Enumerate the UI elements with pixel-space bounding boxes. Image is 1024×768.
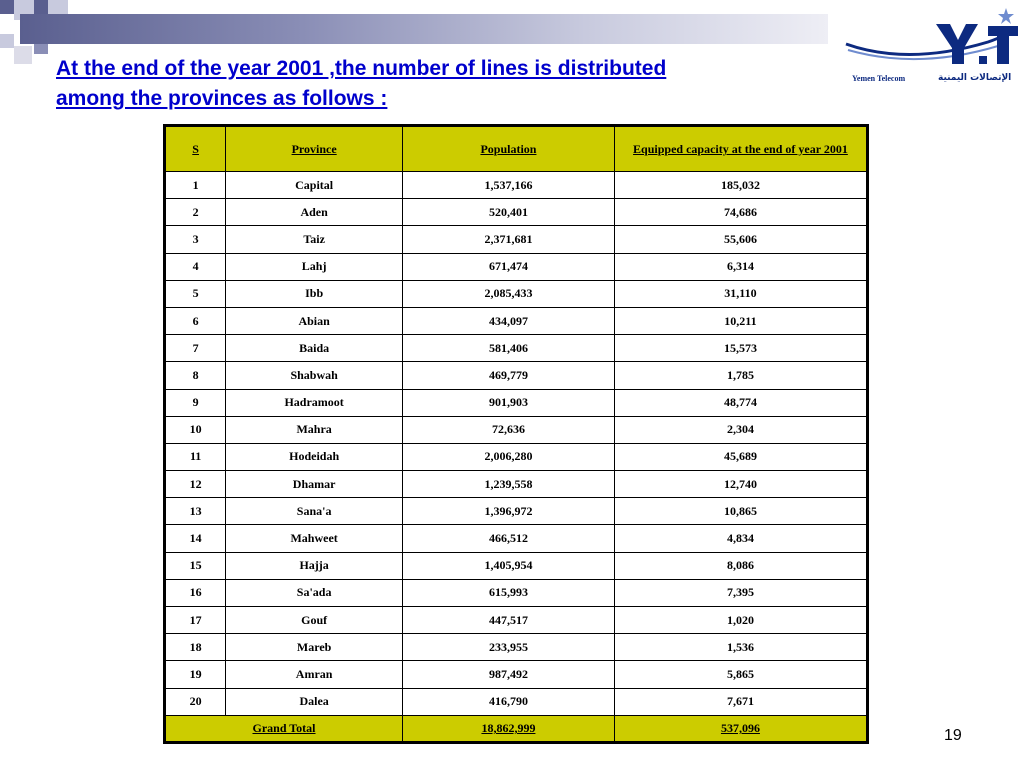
logo-english-text: Yemen Telecom (852, 74, 906, 83)
table-row (165, 172, 868, 199)
table-row (165, 634, 868, 661)
cell-province: Gouf (226, 607, 403, 634)
cell-population: 581,406 (403, 335, 615, 362)
cell-capacity: 45,689 (614, 443, 867, 470)
cell-population: 1,405,954 (403, 552, 615, 579)
cell-province: Hadramoot (226, 389, 403, 416)
table-body (165, 172, 868, 716)
grand-total-capacity: 537,096 (614, 715, 867, 742)
cell-s: 19 (165, 661, 226, 688)
cell-province: Amran (226, 661, 403, 688)
table-row (165, 226, 868, 253)
cell-population: 1,396,972 (403, 498, 615, 525)
table-row (165, 253, 868, 280)
cell-s: 20 (165, 688, 226, 715)
cell-s: 18 (165, 634, 226, 661)
header-s: S (165, 126, 226, 172)
table-row (165, 307, 868, 334)
cell-province: Mahra (226, 416, 403, 443)
cell-population: 466,512 (403, 525, 615, 552)
cell-s: 2 (165, 199, 226, 226)
cell-province: Taiz (226, 226, 403, 253)
cell-capacity: 1,020 (614, 607, 867, 634)
cell-province: Lahj (226, 253, 403, 280)
table-row (165, 688, 868, 715)
table-row (165, 471, 868, 498)
cell-population: 2,006,280 (403, 443, 615, 470)
cell-population: 1,537,166 (403, 172, 615, 199)
table-row (165, 199, 868, 226)
table-row (165, 525, 868, 552)
cell-province: Hajja (226, 552, 403, 579)
cell-population: 520,401 (403, 199, 615, 226)
cell-capacity: 12,740 (614, 471, 867, 498)
cell-province: Capital (226, 172, 403, 199)
cell-capacity: 15,573 (614, 335, 867, 362)
cell-s: 14 (165, 525, 226, 552)
cell-population: 447,517 (403, 607, 615, 634)
cell-capacity: 185,032 (614, 172, 867, 199)
decorative-square (0, 0, 14, 14)
cell-capacity: 74,686 (614, 199, 867, 226)
cell-province: Sa'ada (226, 579, 403, 606)
cell-s: 3 (165, 226, 226, 253)
table-row (165, 443, 868, 470)
table-row (165, 552, 868, 579)
header-province: Province (226, 126, 403, 172)
cell-s: 4 (165, 253, 226, 280)
cell-capacity: 5,865 (614, 661, 867, 688)
table-row (165, 661, 868, 688)
cell-capacity: 1,785 (614, 362, 867, 389)
table-row (165, 579, 868, 606)
table-row (165, 416, 868, 443)
cell-s: 7 (165, 335, 226, 362)
cell-province: Mahweet (226, 525, 403, 552)
cell-s: 5 (165, 280, 226, 307)
cell-province: Ibb (226, 280, 403, 307)
cell-province: Baida (226, 335, 403, 362)
cell-population: 469,779 (403, 362, 615, 389)
cell-s: 8 (165, 362, 226, 389)
yemen-telecom-logo (838, 4, 1024, 92)
cell-province: Aden (226, 199, 403, 226)
table-row (165, 335, 868, 362)
cell-province: Hodeidah (226, 443, 403, 470)
cell-capacity: 2,304 (614, 416, 867, 443)
cell-capacity: 4,834 (614, 525, 867, 552)
cell-population: 901,903 (403, 389, 615, 416)
cell-population: 2,085,433 (403, 280, 615, 307)
cell-capacity: 10,865 (614, 498, 867, 525)
header-capacity: Equipped capacity at the end of year 2001 (614, 126, 867, 172)
page-number: 19 (944, 727, 962, 744)
table-row (165, 389, 868, 416)
grand-total-row (165, 715, 868, 742)
grand-total-population: 18,862,999 (403, 715, 615, 742)
cell-population: 615,993 (403, 579, 615, 606)
cell-s: 10 (165, 416, 226, 443)
slide-title (56, 54, 816, 114)
table-row (165, 362, 868, 389)
cell-province: Dhamar (226, 471, 403, 498)
cell-s: 6 (165, 307, 226, 334)
slide-title-line-1: At the end of the year 2001 ,the number of lines is distributed (56, 57, 667, 80)
cell-capacity: 1,536 (614, 634, 867, 661)
logo-arabic-text: الإتصالات اليمنية (938, 73, 1012, 83)
cell-s: 1 (165, 172, 226, 199)
cell-s: 9 (165, 389, 226, 416)
table-row (165, 607, 868, 634)
slide-title-line-2: among the provinces as follows : (56, 87, 388, 110)
table-header-row (165, 126, 868, 172)
cell-capacity: 6,314 (614, 253, 867, 280)
cell-s: 12 (165, 471, 226, 498)
provinces-table (163, 124, 869, 744)
cell-population: 233,955 (403, 634, 615, 661)
cell-capacity: 8,086 (614, 552, 867, 579)
cell-province: Abian (226, 307, 403, 334)
cell-population: 671,474 (403, 253, 615, 280)
cell-population: 72,636 (403, 416, 615, 443)
header-population: Population (403, 126, 615, 172)
cell-s: 17 (165, 607, 226, 634)
cell-population: 2,371,681 (403, 226, 615, 253)
cell-s: 13 (165, 498, 226, 525)
cell-population: 416,790 (403, 688, 615, 715)
decorative-square (14, 46, 32, 64)
cell-population: 434,097 (403, 307, 615, 334)
cell-capacity: 10,211 (614, 307, 867, 334)
cell-population: 987,492 (403, 661, 615, 688)
cell-s: 15 (165, 552, 226, 579)
cell-s: 11 (165, 443, 226, 470)
cell-province: Mareb (226, 634, 403, 661)
table-row (165, 498, 868, 525)
decorative-square (34, 0, 48, 14)
header-gradient-bar (20, 14, 828, 44)
cell-province: Shabwah (226, 362, 403, 389)
cell-capacity: 48,774 (614, 389, 867, 416)
grand-total-label: Grand Total (165, 715, 403, 742)
cell-population: 1,239,558 (403, 471, 615, 498)
cell-s: 16 (165, 579, 226, 606)
cell-capacity: 55,606 (614, 226, 867, 253)
cell-province: Sana'a (226, 498, 403, 525)
decorative-square (0, 34, 14, 48)
cell-province: Dalea (226, 688, 403, 715)
cell-capacity: 7,395 (614, 579, 867, 606)
table-row (165, 280, 868, 307)
cell-capacity: 31,110 (614, 280, 867, 307)
cell-capacity: 7,671 (614, 688, 867, 715)
